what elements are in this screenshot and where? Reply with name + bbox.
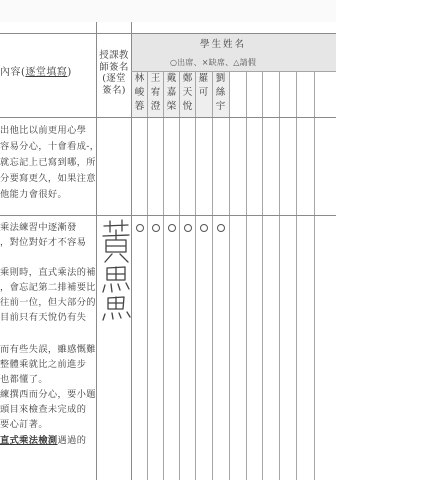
grid-col [229,71,230,480]
instructor-sign-header: 授課教師簽名(逐堂簽名) [99,50,129,96]
row2-line: 要心訂著。 [0,419,48,430]
row2-line: 整體乘就比之前進步 [0,359,87,370]
bold-underlined-term: 直式乘法檢測 [0,435,58,446]
blank-right-margin [336,0,426,480]
grid-col [147,71,148,480]
grid-line-header-bottom [0,117,337,118]
row2-line: 往前一位，但大部分的 [0,297,96,308]
content-header-prefix: 內容( [0,67,26,78]
row2-last-line [0,434,86,448]
row2-last-tail: 遇過的 [57,435,87,446]
attendance-mark-circle [168,224,176,232]
row1-line: 就忘記上已寫到哪，所 [0,157,96,168]
row2-line: 乘法練習中逐漸發 [0,222,77,233]
grid-col [314,71,315,480]
grid-col [296,71,297,480]
row1-line: 他能力會很好。 [0,189,68,200]
handwritten-signature [100,218,132,323]
row2-line: 目前只有天悅仍有失 [0,312,87,323]
row2-line: 而有些失誤，雖感慨難 [0,344,96,355]
grid-line-row1-bottom [0,215,337,216]
student-name: 劉絲宇 [215,73,226,112]
grid-col [262,71,263,480]
grid-col [246,71,247,480]
attendance-mark-circle [200,224,208,232]
attendance-mark-circle [217,224,225,232]
row2-line: ，對位對好才不容易 [0,237,87,248]
grid-line-top [0,33,337,34]
attendance-legend: ○出席、×缺席、△請假 [170,58,257,67]
grid-col [179,71,180,480]
row2-line: 也都懂了。 [0,374,48,385]
student-name: 鄭天悅 [182,73,193,112]
row1-line: 出他比以前更用心學 [0,125,87,136]
grid-col [279,71,280,480]
attendance-mark-circle [152,224,160,232]
row1-line: 容易分心，十會看成-， [0,141,100,152]
row2-line: ，會忘記第二排補要比 [0,282,96,293]
row2-line: 乘則時，直式乘法的補 [0,267,96,278]
content-header-underlined: 逐堂填寫 [25,67,68,78]
grid-col [195,71,196,480]
student-names-title: 學生姓名 [200,39,247,50]
student-name: 羅可 [198,73,209,98]
grid-col [212,71,213,480]
row2-line: 頭目來檢查未完成的 [0,404,87,415]
student-name: 戴嘉棨 [166,73,177,112]
content-header-suffix: ) [67,67,72,78]
row2-line: 練撰西而分心，要小題 [0,389,96,400]
student-name: 王宥澄 [150,73,161,112]
row1-line: 分要寫更久，如果注意 [0,173,96,184]
student-name: 林峻箺 [134,73,145,112]
grid-col [163,71,164,480]
content-column-header [0,66,72,79]
attendance-mark-circle [184,224,192,232]
attendance-mark-circle [136,224,144,232]
grid-line-content-right [96,22,97,480]
